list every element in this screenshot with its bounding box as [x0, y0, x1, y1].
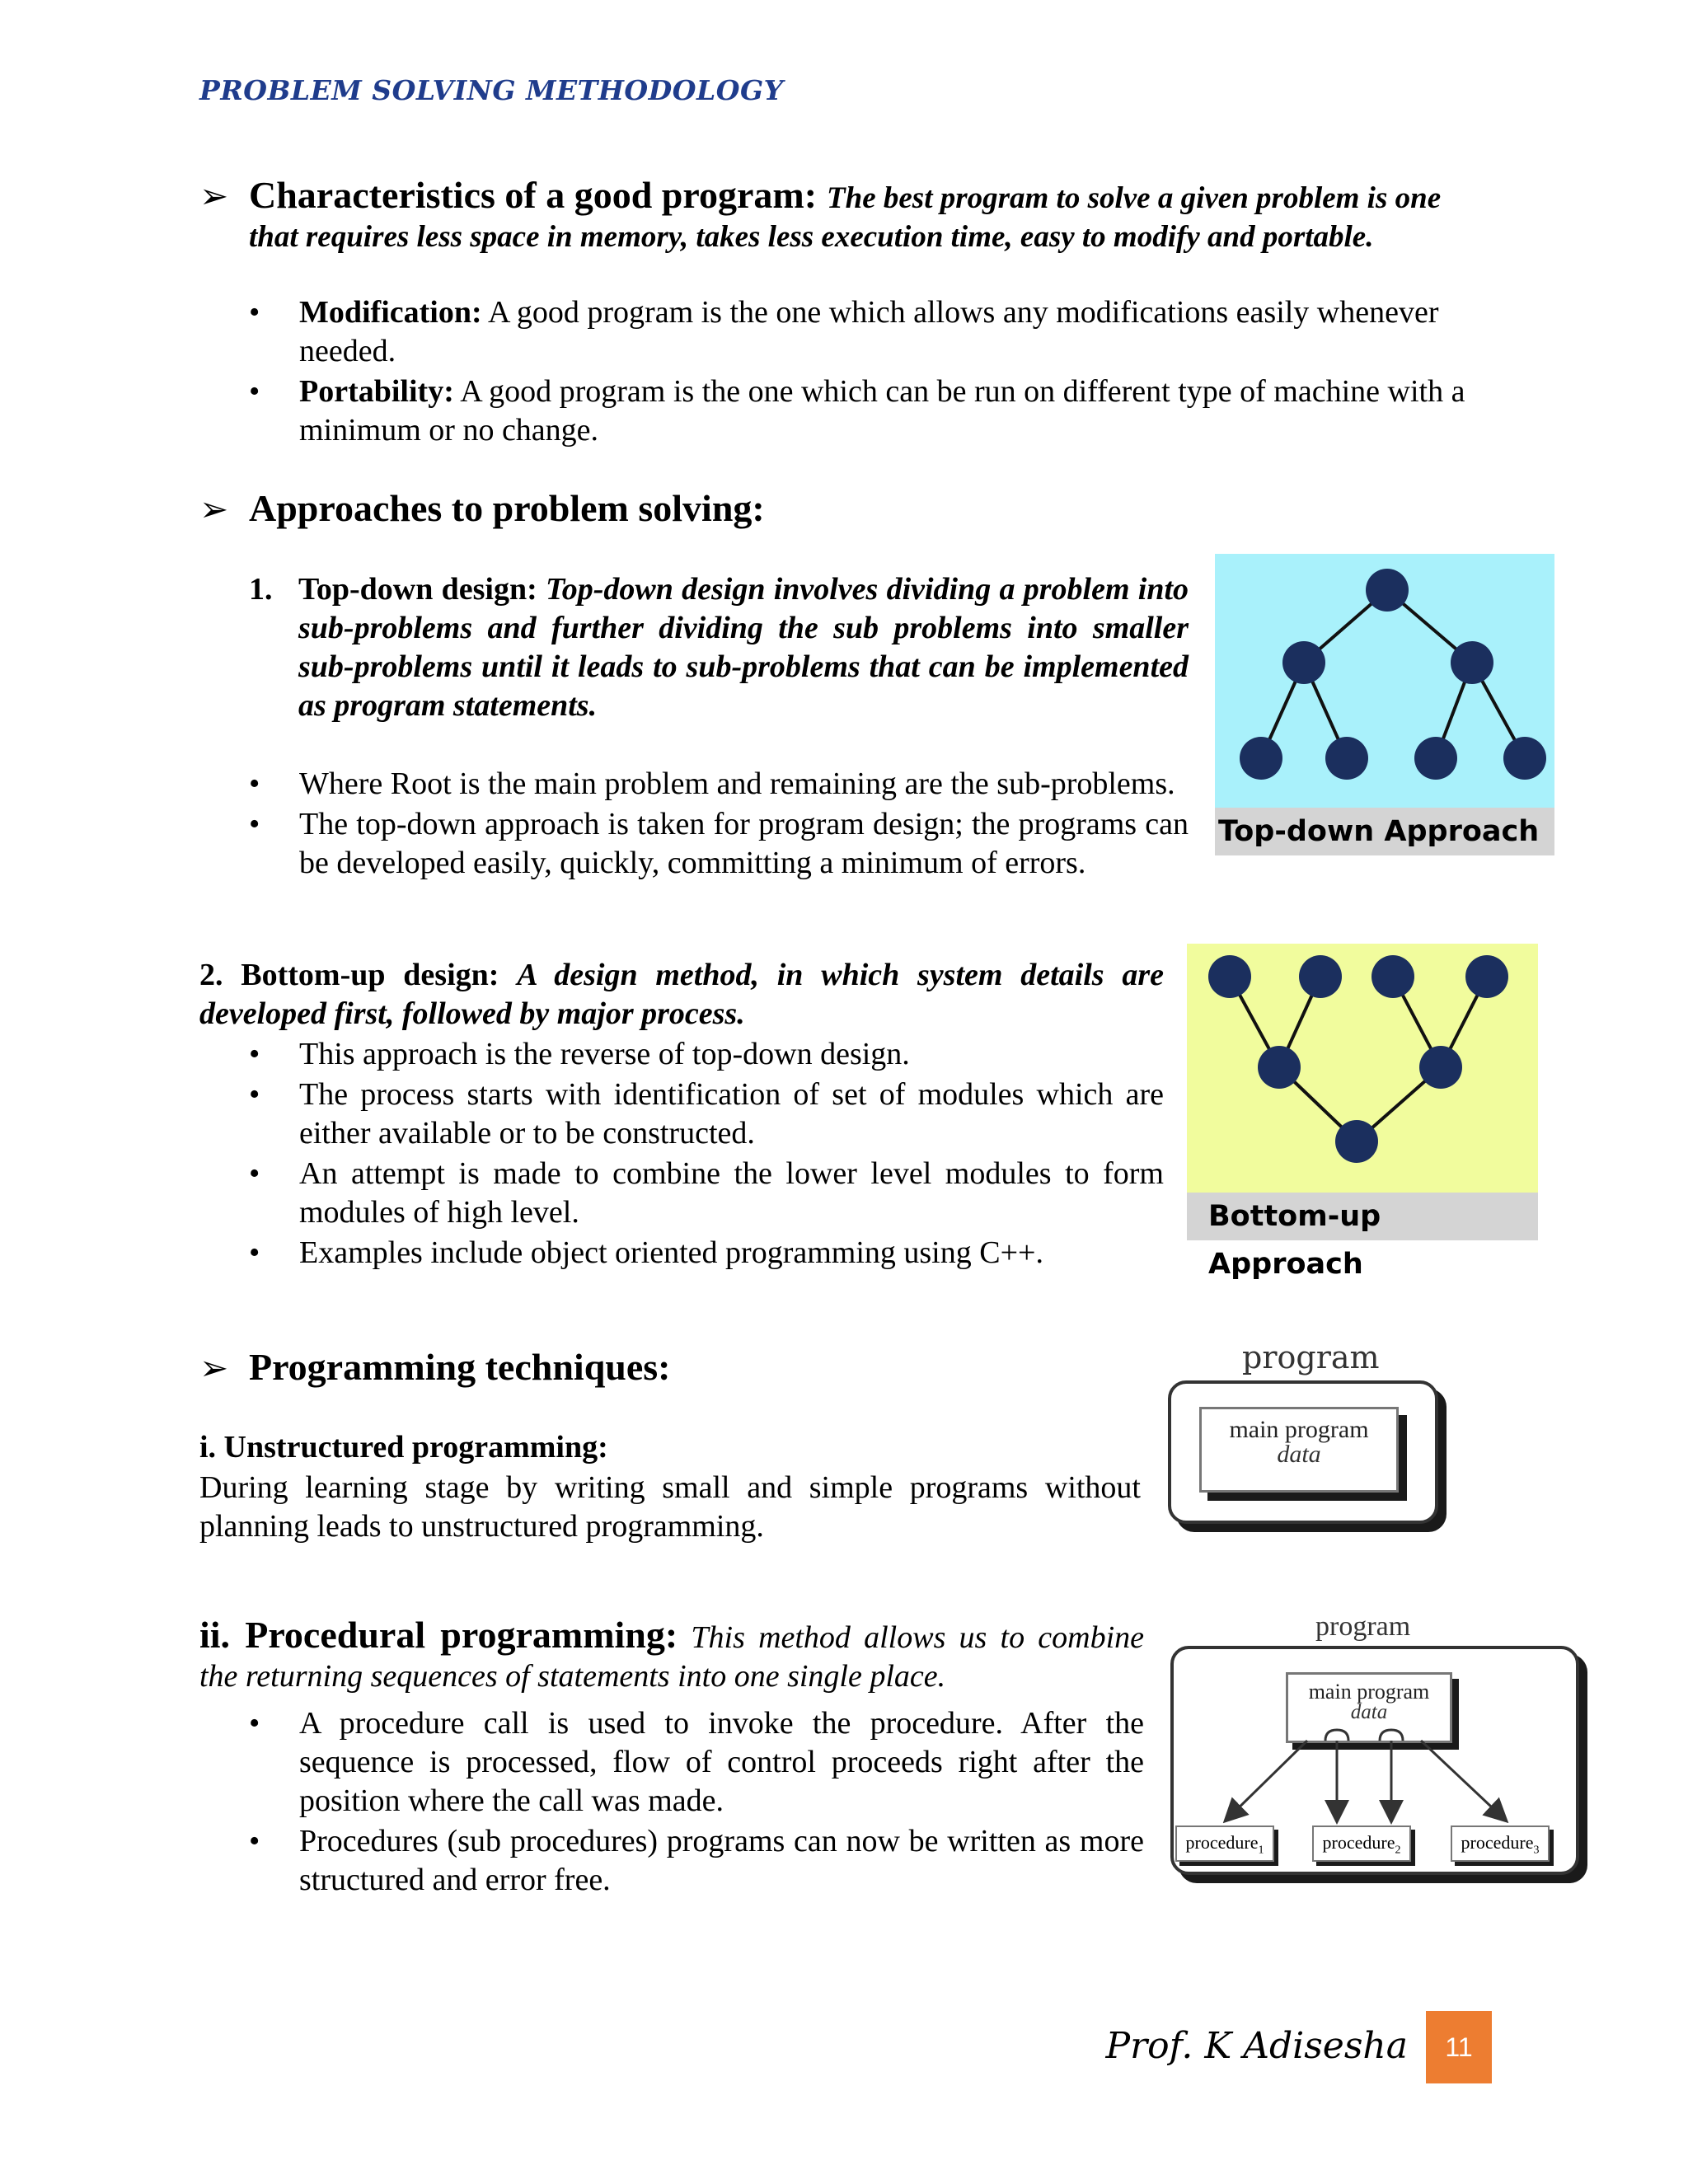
tree-node-root: [1335, 1120, 1378, 1163]
bottomup-definition: [199, 956, 1164, 1033]
list-item: • The top-down approach is taken for program design; the programs can be developed easily, quickly, committing a minimum of errors.: [199, 805, 1189, 883]
list-item: [199, 373, 1495, 450]
procedure-subscript: 2: [1395, 1844, 1401, 1857]
topdown-definition: [249, 570, 1189, 725]
procedure-box-2: [1312, 1825, 1411, 1862]
topdown-figure-label: Top-down Approach: [1215, 808, 1554, 855]
topdown-term: Top-down design:: [298, 572, 537, 607]
characteristics-bullets: [199, 293, 1495, 450]
data-label: data: [1350, 1701, 1388, 1723]
tree-node: [1282, 641, 1325, 684]
bottomup-desc: A design method, in which system details are developed first, followed by major process.: [199, 958, 1164, 1031]
topdown-desc: Top-down design involves dividing a problem into sub-problems and further dividing the sub problems into smaller sub-problems until it leads to sub-problems that can be implemented as program statements.: [298, 572, 1189, 723]
topdown-tree-diagram: [1215, 554, 1554, 808]
bullet-term: Modification:: [299, 295, 482, 330]
procedural-definition: [199, 1615, 1144, 1696]
arrow-bullet-icon: ➢: [199, 489, 229, 529]
bullet-text: A good program is the one which allows any modifications easily whenever needed.: [299, 295, 1439, 368]
tree-node: [1258, 1046, 1301, 1089]
list-item: • The process starts with identification of set of modules which are either available or to be constructed.: [199, 1076, 1164, 1153]
data-bracket: [1380, 1730, 1403, 1741]
page-number: 11: [1426, 2011, 1492, 2083]
bottomup-bullets: [199, 1035, 1164, 1272]
bottomup-figure: [1187, 944, 1538, 1281]
main-program-label: main program: [1308, 1680, 1430, 1704]
call-arrow: [1421, 1741, 1505, 1820]
section-desc-line1: The best program to solve a given problem is one: [827, 181, 1442, 215]
procedure-label: procedure: [1322, 1832, 1395, 1853]
main-program-label: main program: [1229, 1416, 1369, 1443]
call-arrow: [1226, 1741, 1307, 1820]
figure-outer-label: program: [1242, 1339, 1380, 1376]
list-item: • This approach is the reverse of top-down design.: [199, 1035, 1164, 1074]
procedure-box-1: [1175, 1825, 1274, 1862]
main-program-box: [1199, 1407, 1399, 1493]
unstructured-title: i. Unstructured programming:: [199, 1430, 608, 1465]
tree-node-root: [1366, 569, 1409, 612]
tree-node-leaf: [1414, 737, 1457, 780]
figure-outer-label: program: [1315, 1611, 1411, 1642]
procedural-desc: This method allows us to combine the returning sequences of statements into one single place.: [199, 1620, 1144, 1694]
bottomup-figure-label: Bottom-up Approach: [1187, 1193, 1538, 1240]
arrow-bullet-icon: ➢: [199, 1347, 229, 1388]
tree-node-leaf: [1208, 955, 1251, 998]
section-title: Programming techniques:: [249, 1346, 671, 1388]
topdown-bullets: [199, 765, 1189, 883]
section-title: Characteristics of a good program:: [249, 174, 818, 216]
list-item: • An attempt is made to combine the lower level modules to form modules of high level.: [199, 1155, 1164, 1232]
unstructured-figure: [1166, 1339, 1447, 1533]
procedure-subscript: 1: [1258, 1844, 1264, 1857]
section-approaches: [199, 486, 765, 530]
bullet-text: A good program is the one which can be run on different type of machine with a minimum or no change.: [299, 374, 1465, 448]
procedure-label: procedure: [1185, 1832, 1259, 1853]
data-bracket: [1325, 1730, 1348, 1741]
section-title: Approaches to problem solving:: [249, 487, 765, 529]
list-item: • Examples include object oriented programming using C++.: [199, 1234, 1164, 1272]
bullet-term: Portability:: [299, 374, 454, 409]
topdown-figure: [1215, 554, 1554, 855]
bottomup-tree-diagram: [1187, 944, 1538, 1193]
topdown-number: 1.: [249, 572, 273, 607]
data-label: data: [1277, 1441, 1321, 1468]
tree-node-leaf: [1372, 955, 1414, 998]
procedure-subscript: 3: [1533, 1844, 1540, 1857]
section-techniques: [199, 1345, 671, 1389]
tree-node-leaf: [1465, 955, 1508, 998]
procedure-label: procedure: [1461, 1832, 1534, 1853]
tree-node: [1451, 641, 1493, 684]
list-item: [199, 293, 1495, 371]
procedural-figure: [1169, 1611, 1587, 1887]
tree-node-leaf: [1325, 737, 1368, 780]
running-header: PROBLEM SOLVING METHODOLOGY: [199, 74, 784, 106]
section-characteristics: [199, 173, 1493, 256]
unstructured-text: During learning stage by writing small and simple programs without planning leads to unstructured programming.: [199, 1470, 1141, 1544]
list-item: • A procedure call is used to invoke the procedure. After the sequence is processed, flow of control proceeds right after the position where the call was made.: [199, 1704, 1144, 1821]
footer-author: Prof. K Adisesha: [1105, 2025, 1408, 2067]
tree-node-leaf: [1503, 737, 1546, 780]
bottomup-term: 2. Bottom-up design:: [199, 958, 499, 992]
procedural-bullets: [199, 1704, 1144, 1900]
tree-node: [1419, 1046, 1462, 1089]
tree-node-leaf: [1299, 955, 1342, 998]
list-item: • Procedures (sub procedures) programs can now be written as more structured and error free.: [199, 1822, 1144, 1900]
list-item: • Where Root is the main problem and remaining are the sub-problems.: [199, 765, 1189, 804]
section-desc-line2: that requires less space in memory, takes less execution time, easy to modify and portable.: [249, 220, 1374, 254]
tree-node-leaf: [1240, 737, 1282, 780]
arrow-bullet-icon: ➢: [199, 176, 229, 216]
procedural-title: ii. Procedural programming:: [199, 1614, 678, 1656]
procedure-box-3: [1451, 1825, 1550, 1862]
